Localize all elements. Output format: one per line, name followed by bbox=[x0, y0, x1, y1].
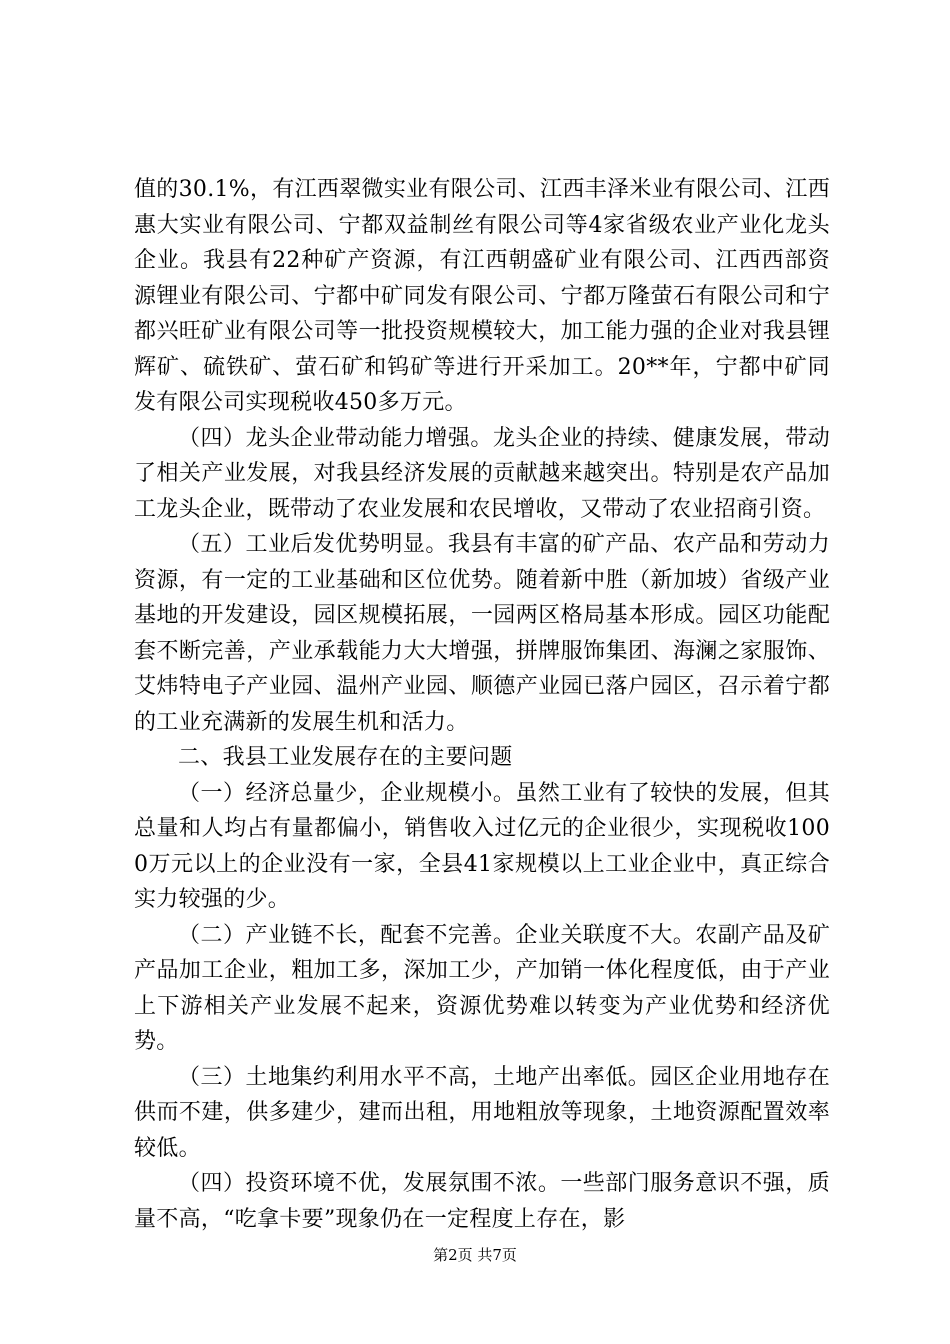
paragraph-7: （四）投资环境不优，发展氛围不浓。一些部门服务意识不强，质量不高，“吃拿卡要”现象仍在一定程度上存在，影 bbox=[134, 1171, 830, 1232]
paragraph-3: （五）工业后发优势明显。我县有丰富的矿产品、农产品和劳动力资源，有一定的工业基础和区位优势。随着新中胜（新加坡）省级产业基地的开发建设，园区规模拓展，一园两区格局基本形成。园区功能配套不断完善，产业承载能力大大增强，拼牌服饰集团、海澜之家服饰、艾炜特电子产业园、温州产业园、顺德产业园已落户园区，召示着宁都的工业充满新的发展生机和活力。 bbox=[134, 532, 830, 735]
document-body bbox=[134, 172, 830, 1237]
section-heading: 二、我县工业发展存在的主要问题 bbox=[178, 745, 513, 770]
paragraph-4: （一）经济总量少，企业规模小。虽然工业有了较快的发展，但其总量和人均占有量都偏小，销售收入过亿元的企业很少，实现税收1000万元以上的企业没有一家，全县41家规模以上工业企业中，真正综合实力较强的少。 bbox=[134, 780, 830, 912]
paragraph-2: （四）龙头企业带动能力增强。龙头企业的持续、健康发展，带动了相关产业发展，对我县经济发展的贡献越来越突出。特别是农产品加工龙头企业，既带动了农业发展和农民增收，又带动了农业招商引资。 bbox=[134, 425, 830, 522]
paragraph-1: 值的30.1%，有江西翠微实业有限公司、江西丰泽米业有限公司、江西惠大实业有限公司、宁都双益制丝有限公司等4家省级农业产业化龙头企业。我县有22种矿产资源，有江西朝盛矿业有限公司、江西西部资源锂业有限公司、宁都中矿同发有限公司、宁都万隆萤石有限公司和宁都兴旺矿业有限公司等一批投资规模较大，加工能力强的企业对我县锂辉矿、硫铁矿、萤石矿和钨矿等进行开采加工。20**年，宁都中矿同发有限公司实现税收450多万元。 bbox=[134, 177, 830, 415]
page-number-footer: 第2页 共7页 bbox=[433, 1246, 517, 1264]
paragraph-6: （三）土地集约利用水平不高，土地产出率低。园区企业用地存在供而不建，供多建少，建而出租，用地粗放等现象，土地资源配置效率较低。 bbox=[134, 1064, 830, 1161]
paragraph-5: （二）产业链不长，配套不完善。企业关联度不大。农副产品及矿产品加工企业，粗加工多，深加工少，产加销一体化程度低，由于产业上下游相关产业发展不起来，资源优势难以转变为产业优势和经济优势。 bbox=[134, 922, 830, 1054]
